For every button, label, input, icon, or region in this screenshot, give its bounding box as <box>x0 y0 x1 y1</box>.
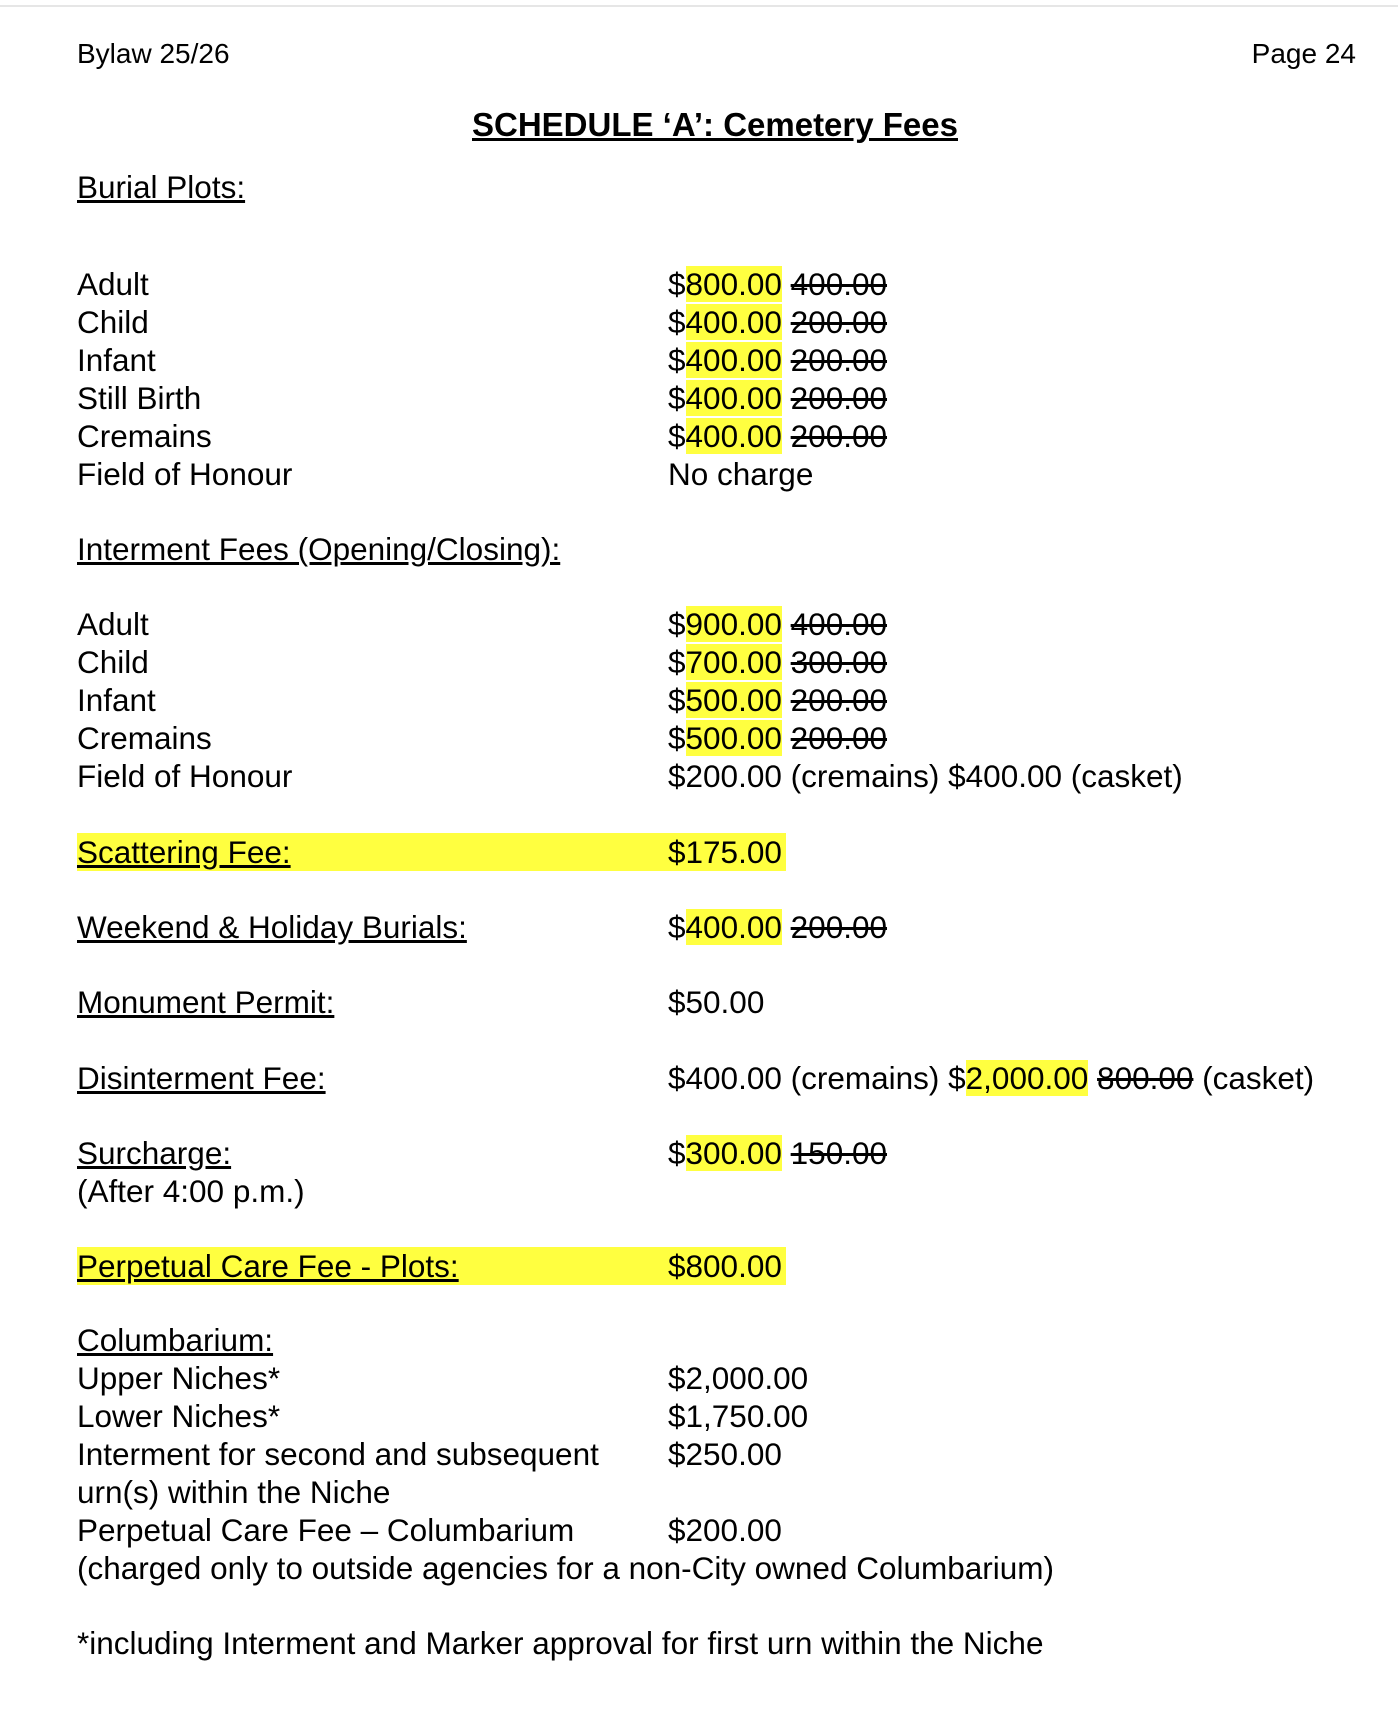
weekend-label: Weekend & Holiday Burials: <box>77 909 467 945</box>
currency-symbol: $ <box>668 606 686 642</box>
upper-niches-fee: $2,000.00 <box>668 1360 809 1396</box>
footnote: *including Interment and Marker approval for first urn within the Niche <box>77 1625 1044 1661</box>
old-fee: 400.00 <box>790 606 888 642</box>
new-fee: 400.00 <box>685 380 782 416</box>
currency-symbol: $ <box>668 682 686 718</box>
schedule-title: SCHEDULE ‘A’: Cemetery Fees <box>472 106 958 143</box>
old-fee: 200.00 <box>790 909 888 945</box>
new-fee: 700.00 <box>685 644 782 680</box>
weekend-fee <box>668 908 887 946</box>
new-fee: 400.00 <box>685 909 782 945</box>
currency-symbol: $ <box>668 418 686 454</box>
surcharge-note: (After 4:00 p.m.) <box>77 1173 305 1209</box>
monument-fee: $50.00 <box>668 984 765 1020</box>
bylaw-number: Bylaw 25/26 <box>77 38 230 69</box>
old-fee: 200.00 <box>790 304 888 340</box>
currency-symbol: $ <box>668 909 686 945</box>
currency-symbol: $ <box>668 1135 686 1171</box>
perpetual-columbarium-label: Perpetual Care Fee – Columbarium <box>77 1512 575 1548</box>
burial-plots-heading: Burial Plots: <box>77 169 246 205</box>
old-fee: 300.00 <box>790 644 888 680</box>
new-fee: 400.00 <box>685 418 782 454</box>
upper-niches-label: Upper Niches* <box>77 1360 281 1396</box>
disinterment-label: Disinterment Fee: <box>77 1060 326 1096</box>
currency-symbol: $ <box>668 266 686 302</box>
old-fee: 200.00 <box>790 380 888 416</box>
burial-child-label: Child <box>77 304 149 340</box>
new-fee: 500.00 <box>685 682 782 718</box>
burial-cremains-fee <box>668 417 887 455</box>
columbarium-heading: Columbarium: <box>77 1322 274 1358</box>
burial-adult-label: Adult <box>77 266 149 302</box>
surcharge-fee <box>668 1134 887 1172</box>
perpetual-plots-fee: $800.00 <box>668 1248 782 1284</box>
interment-field-of-honour-label: Field of Honour <box>77 758 293 794</box>
burial-field-of-honour-fee: No charge <box>668 456 814 492</box>
interment-adult-label: Adult <box>77 606 149 642</box>
new-fee: 800.00 <box>685 266 782 302</box>
old-fee: 200.00 <box>790 342 888 378</box>
interment-adult-fee <box>668 605 887 643</box>
lower-niches-label: Lower Niches* <box>77 1398 281 1434</box>
burial-infant-fee <box>668 341 887 379</box>
old-fee: 200.00 <box>790 418 888 454</box>
interment-child-label: Child <box>77 644 149 680</box>
burial-cremains-label: Cremains <box>77 418 212 454</box>
burial-stillbirth-label: Still Birth <box>77 380 202 416</box>
interment-child-fee <box>668 643 887 681</box>
perpetual-plots-label: Perpetual Care Fee - Plots: <box>77 1248 459 1284</box>
subsequent-urn-label-line2: urn(s) within the Niche <box>77 1474 391 1510</box>
disinterment-suffix: (casket) <box>1193 1060 1315 1096</box>
surcharge-label: Surcharge: <box>77 1135 232 1171</box>
disinterment-prefix: $400.00 (cremains) $ <box>668 1060 966 1096</box>
perpetual-columbarium-fee: $200.00 <box>668 1512 782 1548</box>
scattering-label: Scattering Fee: <box>77 834 291 870</box>
new-fee: 2,000.00 <box>965 1060 1089 1096</box>
new-fee: 400.00 <box>685 342 782 378</box>
new-fee: 400.00 <box>685 304 782 340</box>
currency-symbol: $ <box>668 720 686 756</box>
monument-label: Monument Permit: <box>77 984 335 1020</box>
burial-infant-label: Infant <box>77 342 156 378</box>
scattering-fee: $175.00 <box>668 834 782 870</box>
subsequent-urn-label-line1: Interment for second and subsequent <box>77 1436 599 1472</box>
interment-infant-fee <box>668 681 887 719</box>
new-fee: 300.00 <box>685 1135 782 1171</box>
new-fee: 500.00 <box>685 720 782 756</box>
currency-symbol: $ <box>668 304 686 340</box>
old-fee: 200.00 <box>790 682 888 718</box>
burial-stillbirth-fee <box>668 379 887 417</box>
interment-infant-label: Infant <box>77 682 156 718</box>
interment-cremains-fee <box>668 719 887 757</box>
interment-field-of-honour-fee: $200.00 (cremains) $400.00 (casket) <box>668 758 1183 794</box>
perpetual-columbarium-note: (charged only to outside agencies for a non-City owned Columbarium) <box>77 1550 1055 1586</box>
lower-niches-fee: $1,750.00 <box>668 1398 809 1434</box>
old-fee: 800.00 <box>1097 1060 1194 1096</box>
currency-symbol: $ <box>668 380 686 416</box>
disinterment-fee <box>668 1059 1314 1097</box>
burial-adult-fee <box>668 265 887 303</box>
old-fee: 200.00 <box>790 720 888 756</box>
old-fee: 150.00 <box>790 1135 888 1171</box>
new-fee: 900.00 <box>685 606 782 642</box>
burial-field-of-honour-label: Field of Honour <box>77 456 293 492</box>
currency-symbol: $ <box>668 644 686 680</box>
currency-symbol: $ <box>668 342 686 378</box>
page-number: Page 24 <box>1251 38 1356 69</box>
interment-cremains-label: Cremains <box>77 720 212 756</box>
interment-heading: Interment Fees (Opening/Closing): <box>77 531 561 567</box>
subsequent-urn-fee: $250.00 <box>668 1436 782 1472</box>
old-fee: 400.00 <box>790 266 888 302</box>
burial-child-fee <box>668 303 887 341</box>
